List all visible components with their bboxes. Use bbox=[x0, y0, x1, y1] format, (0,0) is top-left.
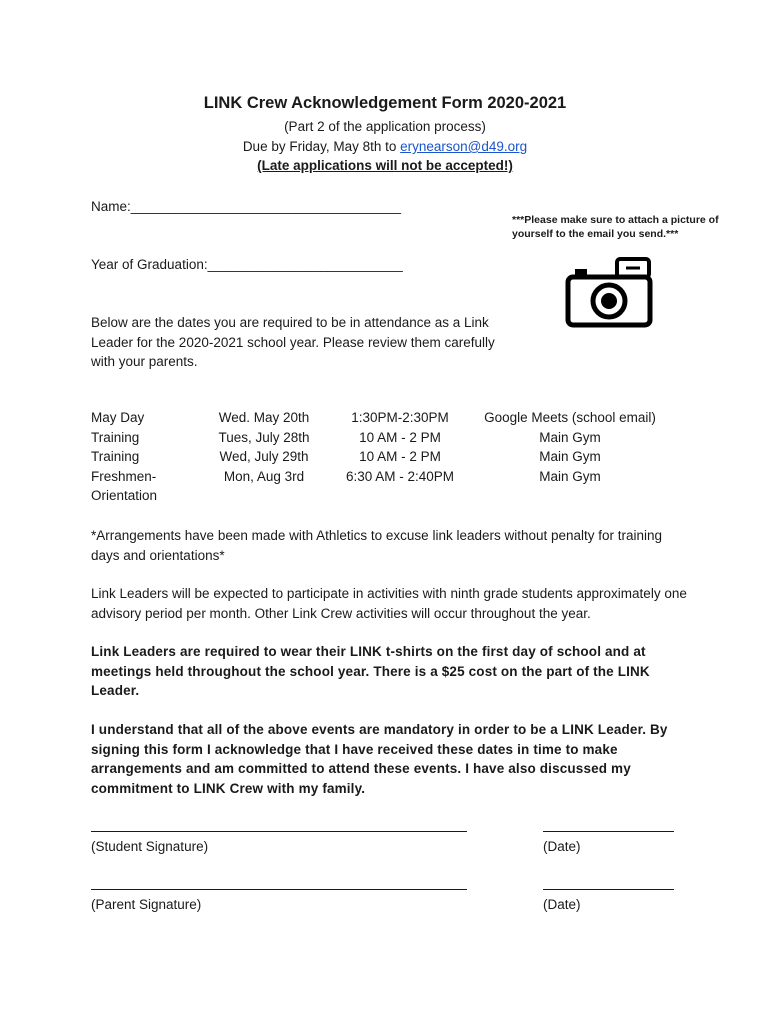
part-note: (Part 2 of the application process) bbox=[284, 119, 486, 134]
parent-date-line[interactable] bbox=[543, 889, 674, 890]
form-title: LINK Crew Acknowledgement Form 2020-2021 bbox=[203, 94, 567, 112]
schedule-event: Training bbox=[91, 429, 140, 445]
photo-note: ***Please make sure to attach a picture of yourself to the email you send.*** bbox=[512, 214, 719, 240]
schedule-event: Orientation bbox=[91, 488, 158, 503]
schedule-times-column bbox=[338, 408, 462, 486]
student-date-line[interactable] bbox=[543, 831, 674, 832]
parent-date-label: (Date) bbox=[543, 897, 581, 912]
schedule-event: Training bbox=[91, 449, 140, 464]
schedule-date: Wed, July 29th bbox=[219, 449, 309, 464]
schedule-event: Freshmen- bbox=[91, 468, 157, 484]
intro-text: Below are the dates you are required to be in attendance as a Link Leader for the 2020-2021 school year. Please review them carefully with your parents. bbox=[91, 315, 495, 369]
name-field[interactable]: Name:____________________________________ bbox=[91, 199, 402, 214]
contact-email-link[interactable]: erynearson@d49.org bbox=[400, 139, 528, 154]
schedule-location: Main Gym bbox=[539, 468, 601, 484]
schedule-event: May Day bbox=[91, 410, 145, 425]
athletics-note: *Arrangements have been made with Athletics to excuse link leaders without penalty for training days and orientations* bbox=[91, 528, 663, 563]
schedule-time: 6:30 AM - 2:40PM bbox=[345, 468, 455, 484]
schedule-time: 1:30PM-2:30PM bbox=[351, 410, 449, 425]
schedule-date: Wed. May 20th bbox=[218, 410, 310, 425]
camera-icon bbox=[562, 256, 656, 330]
parent-signature-label: (Parent Signature) bbox=[91, 897, 202, 912]
schedule-time: 10 AM - 2 PM bbox=[359, 429, 441, 445]
schedule-location: Main Gym bbox=[539, 429, 601, 445]
due-prefix: Due by Friday, May 8th to bbox=[242, 139, 401, 154]
schedule-date: Tues, July 28th bbox=[218, 429, 310, 445]
schedule-location: Google Meets (school email) bbox=[484, 410, 656, 425]
student-signature-line[interactable] bbox=[91, 831, 467, 832]
student-date-label: (Date) bbox=[543, 839, 581, 854]
schedule-location: Main Gym bbox=[539, 449, 601, 464]
student-signature-label: (Student Signature) bbox=[91, 839, 209, 854]
tshirt-paragraph: Link Leaders are required to wear their LINK t-shirts on the first day of school and at meetings held throughout the school year. There is a $25 cost on the part of the LINK Leader. bbox=[91, 644, 650, 698]
parent-signature-line[interactable] bbox=[91, 889, 467, 890]
schedule-dates-column bbox=[198, 408, 330, 486]
due-line bbox=[0, 139, 770, 154]
schedule-locations-column bbox=[472, 408, 668, 486]
graduation-field[interactable]: Year of Graduation:__________________________ bbox=[91, 257, 403, 272]
acknowledgement-paragraph: I understand that all of the above events are mandatory in order to be a LINK Leader. By signing this form I acknowledge that I have received these dates in time to make arrangements and am committed to attend these events. I have also discussed my commitment to LINK Crew with my family. bbox=[91, 722, 668, 796]
schedule-date: Mon, Aug 3rd bbox=[223, 468, 305, 484]
schedule-events-column bbox=[91, 408, 157, 506]
schedule-time: 10 AM - 2 PM bbox=[359, 449, 441, 464]
expectations-paragraph: Link Leaders will be expected to participate in activities with ninth grade students approximately one advisory period per month. Other Link Crew activities will occur throughout the year. bbox=[91, 586, 687, 621]
late-note: (Late applications will not be accepted!) bbox=[257, 158, 513, 173]
